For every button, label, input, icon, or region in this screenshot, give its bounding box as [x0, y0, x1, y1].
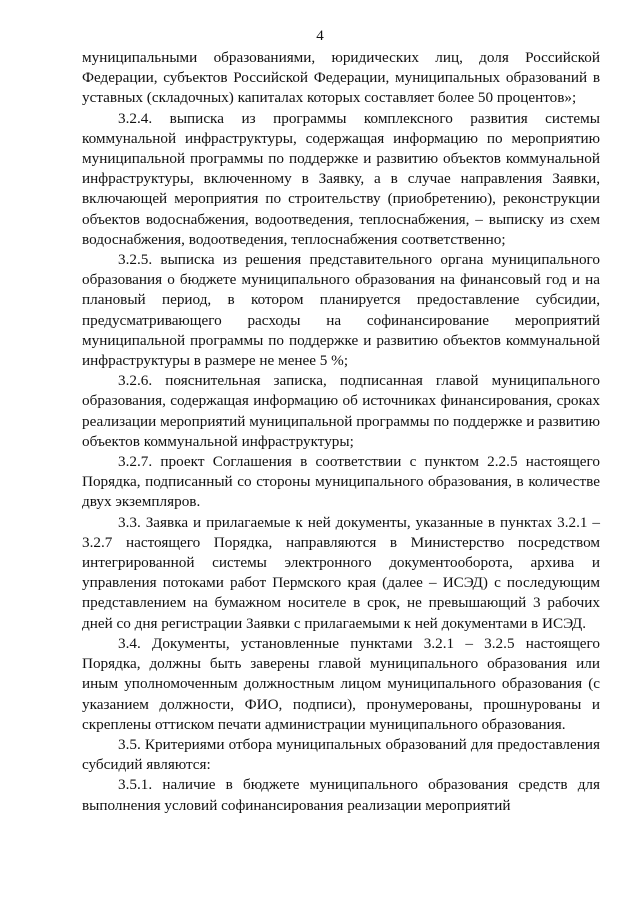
paragraph-3-3: 3.3. Заявка и прилагаемые к ней документы, указанные в пунктах 3.2.1 – 3.2.7 настоящего Порядка, направляются в Министерство посредством интегрированной системы электронного документооборота, архива и управления потоками работ Пермского края (далее – ИСЭД) с последующим представлением на бумажном носителе в срок, не превышающий 3 рабочих дней со дня регистрации Заявки с прилагаемыми к ней документами в ИСЭД. — [82, 513, 600, 632]
paragraph-continuation: муниципальными образованиями, юридических лиц, доля Российской Федерации, субъектов Российской Федерации, муниципальных образований в уставных (складочных) капиталах которых составляет более 50 процентов»; — [82, 49, 600, 107]
paragraph-3-2-6: 3.2.6. пояснительная записка, подписанная главой муниципального образования, содержащая информацию об источниках финансирования, сроках реализации мероприятий муниципальной программы по поддержке и развитию объектов коммунальной инфраструктуры; — [82, 372, 600, 450]
paragraph-3-5-1: 3.5.1. наличие в бюджете муниципального образования средств для выполнения условий софинансирования реализации мероприятий — [82, 776, 600, 814]
paragraph-3-4: 3.4. Документы, установленные пунктами 3.2.1 – 3.2.5 настоящего Порядка, должны быть заверены главой муниципального образования или иным уполномоченным должностным лицом муниципального образования (с указанием должности, ФИО, подписи), пронумерованы, прошнурованы и скреплены оттиском печати администрации муниципального образования. — [82, 634, 600, 733]
paragraph-3-2-4: 3.2.4. выписка из программы комплексного развития системы коммунальной инфраструктуры, содержащая информацию по мероприятию муниципальной программы по поддержке и развитию объектов коммунальной инфраструктуры, включенному в Заявку, а в случае направления Заявки, включающей мероприятия по строительству (приобретению), реконструкции объектов водоснабжения, водоотведения, теплоснабжения, – выписку из схем водоснабжения, водоотведения, теплоснабжения соответственно; — [82, 109, 600, 248]
paragraph-3-2-7: 3.2.7. проект Соглашения в соответствии с пунктом 2.2.5 настоящего Порядка, подписанный со стороны муниципального образования, в количестве двух экземпляров. — [82, 453, 600, 511]
paragraph-3-2-5: 3.2.5. выписка из решения представительного органа муниципального образования о бюджете муниципального образования на финансовый год и на плановый период, в котором планируется предоставление субсидии, предусматривающего расходы на софинансирование мероприятий муниципальной программы по поддержке и развитию объектов коммунальной инфраструктуры в размере не менее 5 %; — [82, 251, 600, 370]
paragraph-3-5: 3.5. Критериями отбора муниципальных образований для предоставления субсидий являются: — [82, 735, 600, 774]
page-number: 4 — [316, 28, 324, 44]
document-body — [82, 48, 600, 816]
